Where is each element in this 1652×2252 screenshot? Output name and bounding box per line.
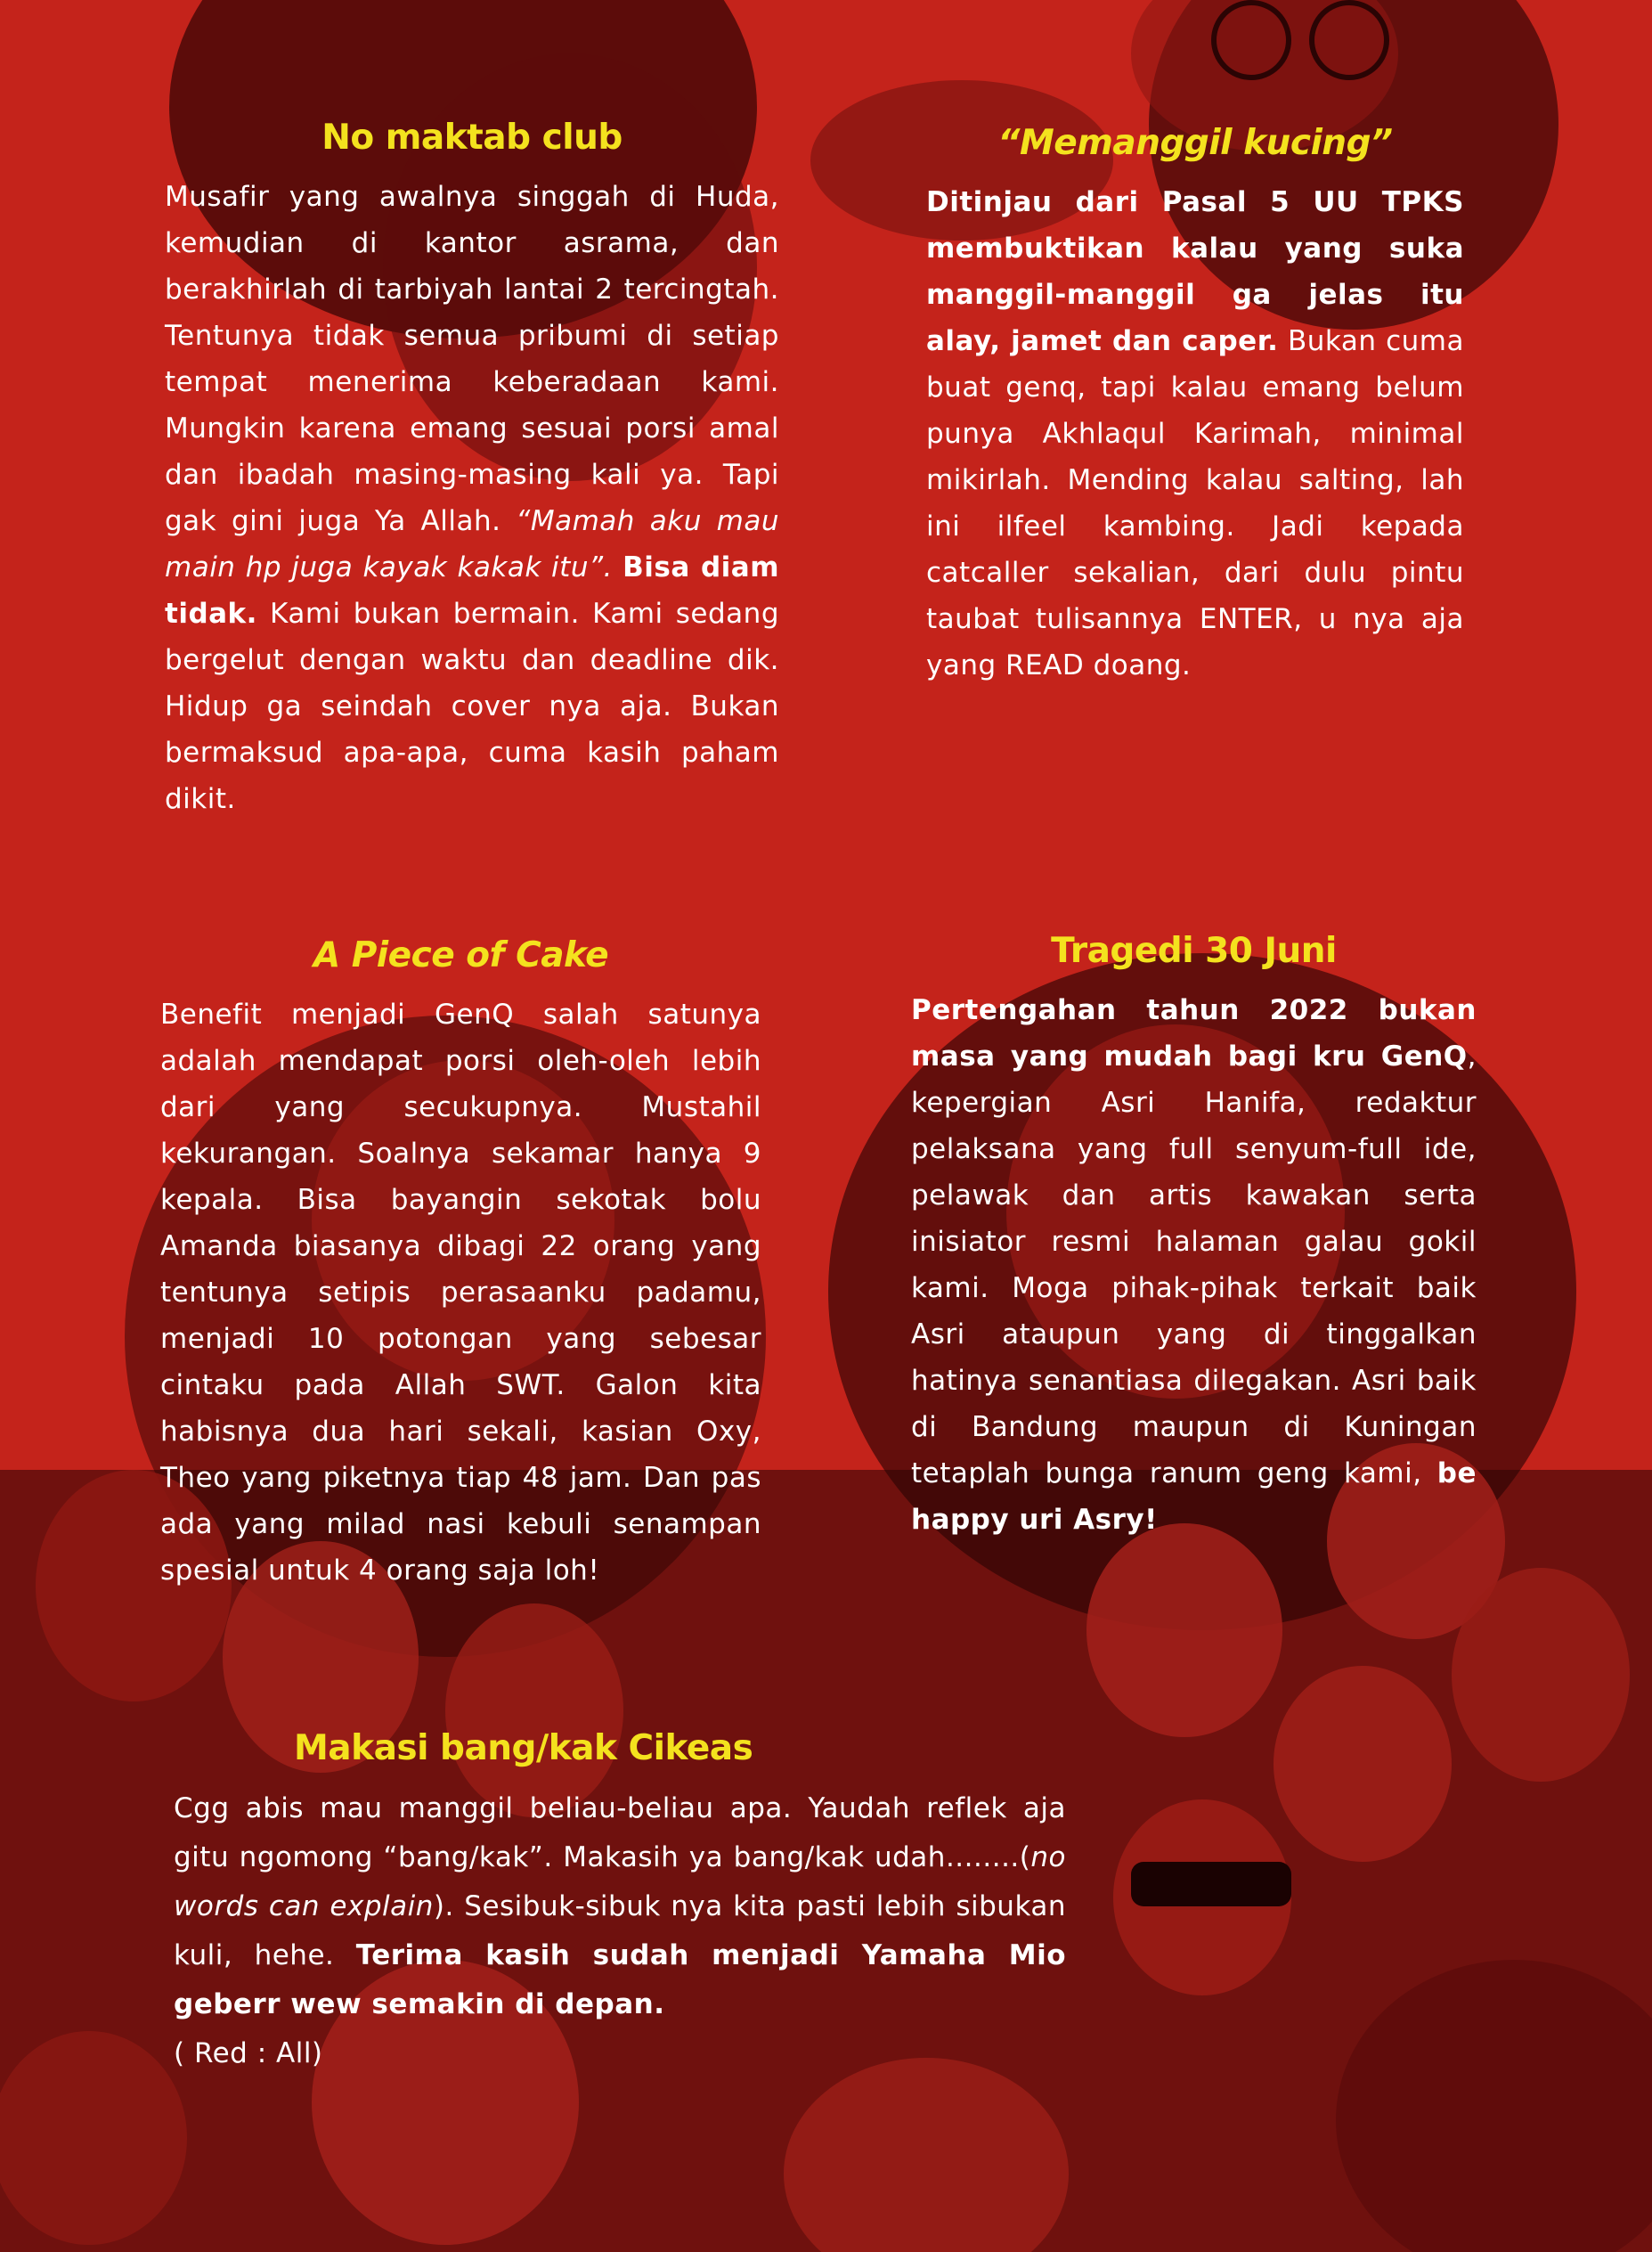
section-makasi-cikeas	[174, 1728, 1066, 2078]
section-body: Cgg abis mau manggil beliau-beliau apa. Yaudah reflek aja gitu ngomong “bang/kak”. Makasih ya bang/kak udah........(no words can explain). Sesibuk-sibuk nya kita pasti lebih sibukan kuli, hehe. Terima kasih sudah menjadi Yamaha Mio geberr wew semakin di depan. ( Red : All)	[174, 1784, 1066, 2078]
section-body: Pertengahan tahun 2022 bukan masa yang mudah bagi kru GenQ, kepergian Asri Hanifa, redaktur pelaksana yang full senyum-full ide, pelawak dan artis kawakan serta inisiator resmi halaman galau gokil kami. Moga pihak-pihak terkait baik Asri ataupun yang di tinggalkan hatinya senantiasa dilegakan. Asri baik di Bandung maupun di Kuningan tetaplah bunga ranum geng kami, be happy uri Asry!	[911, 994, 1477, 1536]
section-body: Musafir yang awalnya singgah di Huda, kemudian di kantor asrama, dan berakhirlah di tarbiyah lantai 2 tercingtah. Tentunya tidak semua pribumi di setiap tempat menerima keberadaan kami. Mungkin karena emang sesuai porsi amal dan ibadah masing-masing kali ya. Tapi gak gini juga Ya Allah. “Mamah aku mau main hp juga kayak kakak itu”. Bisa diam tidak. Kami bukan bermain. Kami sedang bergelut dengan waktu dan deadline dik. Hidup ga seindah cover nya aja. Bukan bermaksud apa-apa, cuma kasih paham dikit.	[165, 181, 779, 815]
section-a-piece-of-cake	[160, 935, 761, 1594]
section-body: Ditinjau dari Pasal 5 UU TPKS membuktikan kalau yang suka manggil-manggil ga jelas itu alay, jamet dan caper. Bukan cuma buat genq, tapi kalau emang belum punya Akhlaqul Karimah, minimal mikirlah. Mending kalau salting, lah ini ilfeel kambing. Jadi kepada catcaller sekalian, dari dulu pintu taubat tulisannya ENTER, u nya aja yang READ doang.	[926, 186, 1464, 681]
section-memanggil-kucing	[926, 123, 1464, 689]
section-tragedi-30-juni	[911, 931, 1477, 1543]
section-title: A Piece of Cake	[313, 935, 609, 975]
section-title: Tragedi 30 Juni	[1051, 931, 1337, 971]
section-title: No maktab club	[321, 118, 623, 158]
section-title: “Memanggil kucing”	[997, 123, 1393, 163]
section-title: Makasi bang/kak Cikeas	[294, 1728, 753, 1768]
section-no-maktab-club	[165, 118, 779, 822]
section-body: Benefit menjadi GenQ salah satunya adalah mendapat porsi oleh-oleh lebih dari yang secukupnya. Mustahil kekurangan. Soalnya sekamar hanya 9 kepala. Bisa bayangin sekotak bolu Amanda biasanya dibagi 22 orang yang tentunya setipis perasaanku padamu, menjadi 10 potongan yang sebesar cintaku pada Allah SWT. Galon kita habisnya dua hari sekali, kasian Oxy, Theo yang piketnya tiap 48 jam. Dan pas ada yang milad nasi kebuli senampan spesial untuk 4 orang saja loh!	[160, 999, 761, 1587]
credit-line: ( Red : All)	[174, 2037, 323, 2069]
